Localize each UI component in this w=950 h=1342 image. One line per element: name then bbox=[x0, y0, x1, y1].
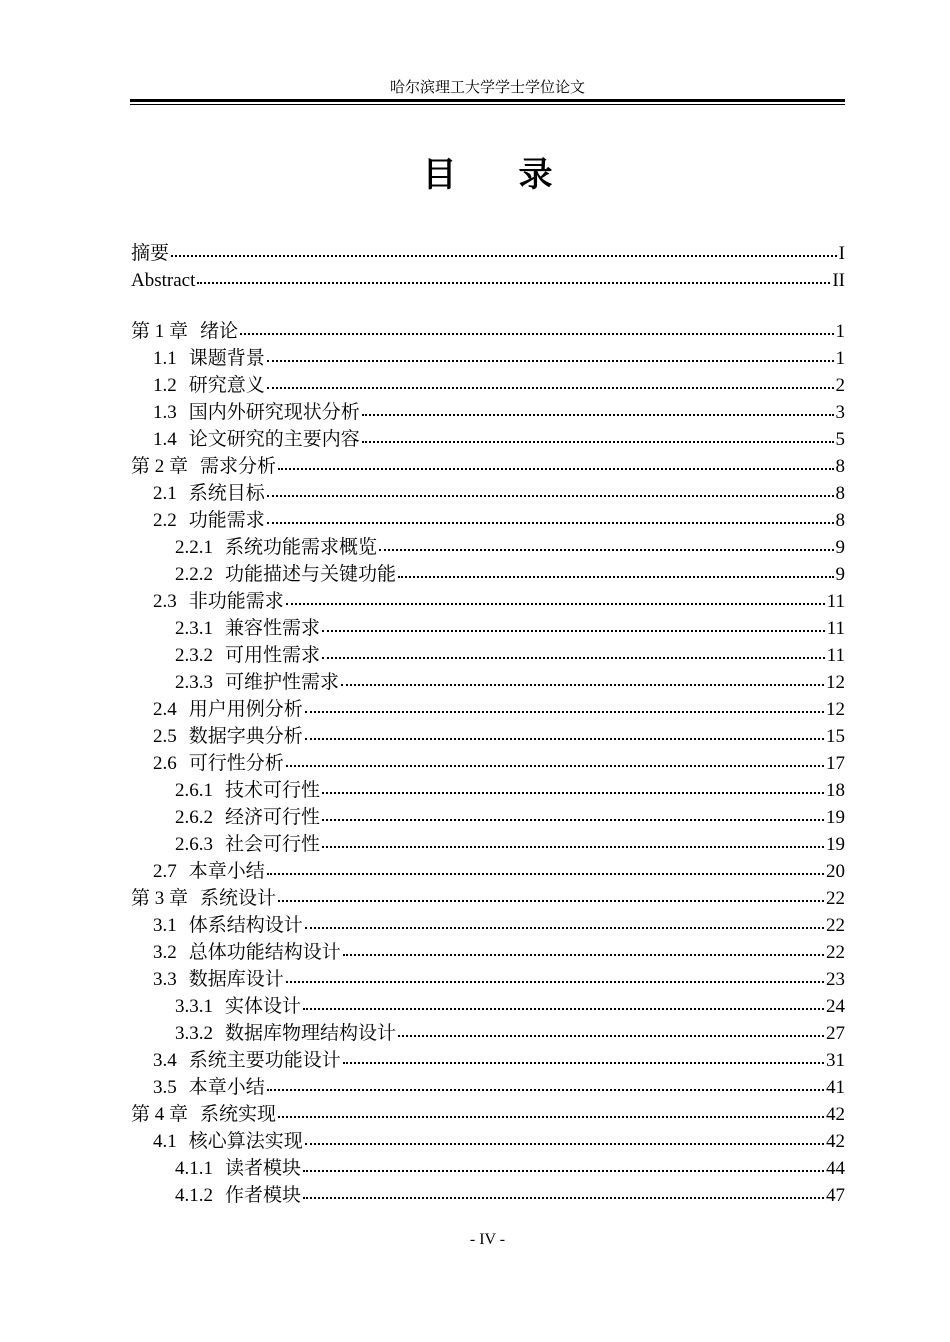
toc-entry-label: 总体功能结构设计 bbox=[188, 942, 341, 963]
toc-entry-text bbox=[153, 372, 265, 399]
toc-leader-dots bbox=[322, 846, 824, 848]
toc-entry[interactable] bbox=[131, 669, 845, 696]
toc-entry-page: 8 bbox=[835, 483, 845, 504]
toc-entry-label: 论文研究的主要内容 bbox=[188, 429, 360, 450]
toc-entry-page: 1 bbox=[835, 321, 845, 342]
toc-entry-label: 功能需求 bbox=[188, 510, 265, 531]
toc-entry[interactable] bbox=[131, 885, 845, 912]
toc-entry-label: 体系结构设计 bbox=[188, 915, 303, 936]
header-rule-thick bbox=[130, 99, 845, 102]
toc-leader-dots bbox=[240, 333, 833, 335]
toc-entry-number: 2.1 bbox=[153, 483, 177, 504]
toc-entry-text bbox=[175, 804, 320, 831]
toc-entry-label: 系统设计 bbox=[200, 888, 277, 909]
toc-leader-dots bbox=[267, 1089, 824, 1091]
toc-entry-page: 41 bbox=[826, 1077, 845, 1098]
toc-entry-label: 摘要 bbox=[131, 243, 170, 264]
toc-entry-text bbox=[153, 399, 360, 426]
toc-leader-dots bbox=[305, 1143, 824, 1145]
toc-entry-label: 本章小结 bbox=[188, 861, 265, 882]
toc-leader-dots bbox=[362, 414, 834, 416]
toc-entry[interactable] bbox=[131, 966, 845, 993]
toc-leader-dots bbox=[286, 765, 824, 767]
header-rule-thin bbox=[130, 104, 845, 105]
toc-entry-page: 19 bbox=[826, 834, 845, 855]
toc-leader-dots bbox=[322, 819, 824, 821]
toc-entry-label: 系统实现 bbox=[200, 1104, 277, 1125]
toc-entry-number: 2.5 bbox=[153, 726, 177, 747]
toc-entry-number: 2.3.1 bbox=[175, 618, 213, 639]
toc-entry-page: 12 bbox=[826, 699, 845, 720]
toc-entry[interactable] bbox=[131, 1101, 845, 1128]
toc-entry-page: 9 bbox=[835, 564, 845, 585]
table-of-contents bbox=[131, 240, 845, 1209]
toc-entry[interactable] bbox=[131, 318, 845, 345]
toc-entry-text bbox=[175, 561, 396, 588]
toc-entry-text bbox=[153, 588, 284, 615]
toc-entry-text bbox=[175, 831, 320, 858]
toc-entry-number: 1.4 bbox=[153, 429, 177, 450]
toc-entry-number: 第 3 章 bbox=[131, 888, 189, 909]
toc-leader-dots bbox=[305, 738, 824, 740]
toc-entry[interactable] bbox=[131, 1020, 845, 1047]
toc-entry-text bbox=[153, 1128, 303, 1155]
toc-entry-label: 国内外研究现状分析 bbox=[188, 402, 360, 423]
toc-leader-dots bbox=[341, 684, 824, 686]
toc-entry-page: 27 bbox=[826, 1023, 845, 1044]
toc-entry-text bbox=[175, 1155, 301, 1182]
toc-entry-text bbox=[175, 1020, 396, 1047]
toc-entry-text bbox=[175, 1182, 301, 1209]
toc-entry-page: 24 bbox=[826, 996, 845, 1017]
toc-entry-number: 2.6.2 bbox=[175, 807, 213, 828]
toc-leader-dots bbox=[305, 927, 824, 929]
toc-leader-dots bbox=[398, 1035, 824, 1037]
toc-entry-text bbox=[131, 885, 276, 912]
toc-entry-page: 12 bbox=[826, 672, 845, 693]
toc-entry-label: 研究意义 bbox=[188, 375, 265, 396]
toc-entry[interactable] bbox=[131, 372, 845, 399]
toc-entry-page: 2 bbox=[835, 375, 845, 396]
toc-entry-label: 本章小结 bbox=[188, 1077, 265, 1098]
toc-entry[interactable] bbox=[131, 426, 845, 453]
toc-entry[interactable] bbox=[131, 777, 845, 804]
toc-entry-text bbox=[131, 453, 276, 480]
toc-entry-number: 第 4 章 bbox=[131, 1104, 189, 1125]
toc-entry-page: 17 bbox=[826, 753, 845, 774]
toc-entry-page: 11 bbox=[826, 618, 845, 639]
toc-leader-dots bbox=[171, 255, 837, 257]
toc-entry-label: 实体设计 bbox=[225, 996, 302, 1017]
toc-entry-number: 4.1.1 bbox=[175, 1158, 213, 1179]
toc-entry-number: 第 1 章 bbox=[131, 321, 189, 342]
toc-entry[interactable] bbox=[131, 939, 845, 966]
toc-entry-label: 系统主要功能设计 bbox=[188, 1050, 341, 1071]
toc-entry[interactable] bbox=[131, 615, 845, 642]
toc-leader-dots bbox=[278, 1116, 824, 1118]
toc-entry[interactable] bbox=[131, 561, 845, 588]
toc-entry[interactable] bbox=[131, 399, 845, 426]
toc-leader-dots bbox=[267, 387, 834, 389]
toc-entry-label: 作者模块 bbox=[225, 1185, 302, 1206]
toc-entry-page: 1 bbox=[835, 348, 845, 369]
toc-leader-dots bbox=[286, 603, 825, 605]
toc-leader-dots bbox=[303, 1170, 824, 1172]
toc-entry[interactable] bbox=[131, 588, 845, 615]
toc-entry-label: 社会可行性 bbox=[225, 834, 321, 855]
toc-entry-number: 3.4 bbox=[153, 1050, 177, 1071]
toc-leader-dots bbox=[197, 282, 830, 284]
toc-leader-dots bbox=[322, 630, 825, 632]
toc-entry[interactable] bbox=[131, 723, 845, 750]
toc-entry-number: 3.3.2 bbox=[175, 1023, 213, 1044]
toc-entry-number: 第 2 章 bbox=[131, 456, 189, 477]
toc-entry-page: 22 bbox=[826, 915, 845, 936]
toc-entry-label: 兼容性需求 bbox=[225, 618, 321, 639]
toc-entry-label: 需求分析 bbox=[200, 456, 277, 477]
page-number: - IV - bbox=[469, 1231, 506, 1248]
toc-entry-text bbox=[175, 993, 301, 1020]
toc-entry-label: 数据库物理结构设计 bbox=[225, 1023, 397, 1044]
toc-leader-dots bbox=[343, 954, 824, 956]
toc-entry-number: 1.3 bbox=[153, 402, 177, 423]
toc-entry[interactable] bbox=[131, 1128, 845, 1155]
toc-entry-number: 2.7 bbox=[153, 861, 177, 882]
toc-entry-label: 读者模块 bbox=[225, 1158, 302, 1179]
toc-entry-label: 功能描述与关键功能 bbox=[225, 564, 397, 585]
toc-entry-text bbox=[131, 240, 169, 267]
toc-leader-dots bbox=[305, 711, 824, 713]
toc-entry-text bbox=[153, 507, 265, 534]
toc-entry[interactable] bbox=[131, 267, 845, 294]
toc-entry[interactable] bbox=[131, 912, 845, 939]
toc-entry-label: 核心算法实现 bbox=[188, 1131, 303, 1152]
toc-entry-label: 数据库设计 bbox=[188, 969, 284, 990]
toc-entry-text bbox=[153, 345, 265, 372]
toc-entry-page: I bbox=[838, 243, 845, 264]
toc-leader-dots bbox=[398, 576, 833, 578]
toc-entry-text bbox=[153, 939, 341, 966]
toc-entry-label: 技术可行性 bbox=[225, 780, 321, 801]
toc-entry-page: 3 bbox=[835, 402, 845, 423]
toc-entry-text bbox=[153, 858, 265, 885]
toc-entry-text bbox=[153, 1074, 265, 1101]
toc-leader-dots bbox=[267, 495, 834, 497]
toc-entry-label: 可行性分析 bbox=[188, 753, 284, 774]
toc-entry[interactable] bbox=[131, 804, 845, 831]
toc-leader-dots bbox=[267, 873, 824, 875]
toc-entry-page: 22 bbox=[826, 942, 845, 963]
toc-entry-text bbox=[175, 669, 339, 696]
toc-entry-page: 15 bbox=[826, 726, 845, 747]
toc-entry[interactable] bbox=[131, 1182, 845, 1209]
toc-entry-page: 19 bbox=[826, 807, 845, 828]
toc-entry-page: 11 bbox=[826, 645, 845, 666]
toc-entry[interactable] bbox=[131, 993, 845, 1020]
toc-entry-number: 3.1 bbox=[153, 915, 177, 936]
toc-entry-page: 47 bbox=[826, 1185, 845, 1206]
toc-entry-page: 9 bbox=[835, 537, 845, 558]
toc-entry-text bbox=[131, 318, 238, 345]
toc-entry[interactable] bbox=[131, 453, 845, 480]
toc-leader-dots bbox=[278, 468, 833, 470]
toc-entry-text bbox=[131, 1101, 276, 1128]
toc-entry[interactable] bbox=[131, 750, 845, 777]
toc-entry-number: 2.6.3 bbox=[175, 834, 213, 855]
toc-entry[interactable] bbox=[131, 642, 845, 669]
toc-entry-text bbox=[175, 777, 320, 804]
toc-entry-text bbox=[175, 642, 320, 669]
toc-entry[interactable] bbox=[131, 1047, 845, 1074]
toc-entry-label: 课题背景 bbox=[188, 348, 265, 369]
toc-entry-label: 绪论 bbox=[200, 321, 239, 342]
toc-entry-number: 2.4 bbox=[153, 699, 177, 720]
toc-leader-dots bbox=[278, 900, 824, 902]
toc-entry[interactable] bbox=[131, 831, 845, 858]
toc-leader-dots bbox=[379, 549, 833, 551]
toc-leader-dots bbox=[362, 441, 834, 443]
toc-leader-dots bbox=[303, 1008, 824, 1010]
toc-entry-text bbox=[153, 426, 360, 453]
toc-entry-number: 2.6.1 bbox=[175, 780, 213, 801]
toc-entry-number: 1.1 bbox=[153, 348, 177, 369]
toc-entry-page: 44 bbox=[826, 1158, 845, 1179]
toc-entry[interactable] bbox=[131, 534, 845, 561]
toc-entry-label: 非功能需求 bbox=[188, 591, 284, 612]
toc-entry-number: 3.5 bbox=[153, 1077, 177, 1098]
toc-entry-number: 2.2.2 bbox=[175, 564, 213, 585]
toc-entry-page: 11 bbox=[826, 591, 845, 612]
toc-entry-number: 1.2 bbox=[153, 375, 177, 396]
toc-entry-text bbox=[153, 480, 265, 507]
toc-leader-dots bbox=[267, 522, 834, 524]
toc-entry-text bbox=[153, 750, 284, 777]
toc-entry-page: 8 bbox=[835, 456, 845, 477]
toc-leader-dots bbox=[303, 1197, 824, 1199]
toc-leader-dots bbox=[343, 1062, 824, 1064]
toc-entry-text bbox=[153, 1047, 341, 1074]
toc-entry-page: 31 bbox=[826, 1050, 845, 1071]
toc-entry-number: 2.3 bbox=[153, 591, 177, 612]
toc-entry-text bbox=[175, 534, 377, 561]
toc-entry-text bbox=[131, 267, 195, 294]
toc-entry-number: 4.1 bbox=[153, 1131, 177, 1152]
toc-entry[interactable] bbox=[131, 240, 845, 267]
toc-entry-text bbox=[175, 615, 320, 642]
toc-entry[interactable] bbox=[131, 1155, 845, 1182]
toc-entry-number: 3.3.1 bbox=[175, 996, 213, 1017]
toc-entry-page: 20 bbox=[826, 861, 845, 882]
toc-entry-number: 4.1.2 bbox=[175, 1185, 213, 1206]
toc-leader-dots bbox=[267, 360, 834, 362]
toc-entry-label: 系统功能需求概览 bbox=[225, 537, 378, 558]
toc-entry[interactable] bbox=[131, 480, 845, 507]
toc-entry-number: 3.3 bbox=[153, 969, 177, 990]
toc-entry-page: 42 bbox=[826, 1104, 845, 1125]
toc-entry-label: 数据字典分析 bbox=[188, 726, 303, 747]
toc-entry-label: 可维护性需求 bbox=[225, 672, 340, 693]
toc-leader-dots bbox=[322, 657, 825, 659]
toc-entry-text bbox=[153, 696, 303, 723]
toc-entry-page: 42 bbox=[826, 1131, 845, 1152]
toc-entry-page: 18 bbox=[826, 780, 845, 801]
toc-entry-number: 2.3.3 bbox=[175, 672, 213, 693]
toc-entry[interactable] bbox=[131, 345, 845, 372]
toc-entry-number: 2.3.2 bbox=[175, 645, 213, 666]
toc-entry-number: 2.2 bbox=[153, 510, 177, 531]
toc-entry-number: 2.2.1 bbox=[175, 537, 213, 558]
toc-entry-label: 系统目标 bbox=[188, 483, 265, 504]
toc-entry-label: 经济可行性 bbox=[225, 807, 321, 828]
toc-entry[interactable] bbox=[131, 858, 845, 885]
toc-title: 目录 bbox=[422, 155, 615, 195]
toc-entry-text bbox=[153, 912, 303, 939]
toc-entry[interactable] bbox=[131, 1074, 845, 1101]
toc-entry-page: 22 bbox=[826, 888, 845, 909]
running-header: 哈尔滨理工大学学士学位论文 bbox=[389, 80, 585, 96]
toc-entry-label: 用户用例分析 bbox=[188, 699, 303, 720]
toc-leader-dots bbox=[322, 792, 824, 794]
toc-entry[interactable] bbox=[131, 696, 845, 723]
toc-entry-label: 可用性需求 bbox=[225, 645, 321, 666]
toc-entry-label: Abstract bbox=[131, 270, 196, 291]
toc-entry-page: II bbox=[832, 270, 845, 291]
toc-entry-page: 8 bbox=[835, 510, 845, 531]
toc-entry-page: 5 bbox=[835, 429, 845, 450]
toc-entry-number: 3.2 bbox=[153, 942, 177, 963]
toc-leader-dots bbox=[286, 981, 824, 983]
toc-entry-page: 23 bbox=[826, 969, 845, 990]
toc-entry-text bbox=[153, 966, 284, 993]
toc-entry[interactable] bbox=[131, 507, 845, 534]
toc-entry-text bbox=[153, 723, 303, 750]
toc-entry-number: 2.6 bbox=[153, 753, 177, 774]
